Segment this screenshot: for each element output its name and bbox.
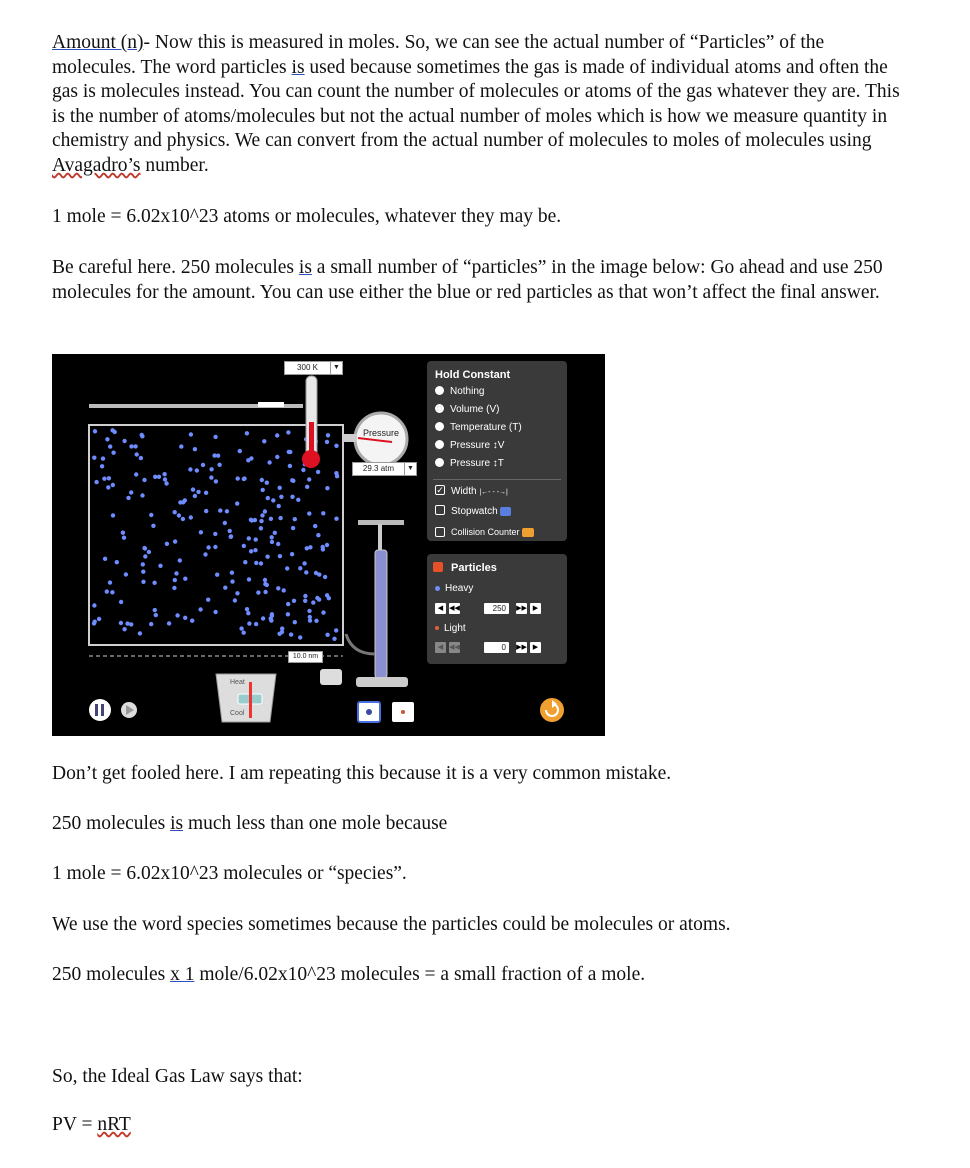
heavy-particle <box>172 586 176 590</box>
heavy-particle <box>334 628 338 632</box>
ideal-gas-law-intro: So, the Ideal Gas Law says that: <box>52 1066 303 1087</box>
heavy-particle <box>129 622 133 626</box>
heat-label: Heat <box>230 679 245 686</box>
heavy-particle <box>325 486 329 490</box>
heavy-particle <box>325 593 329 597</box>
heavy-particle <box>261 616 265 620</box>
heavy-particle <box>228 529 232 533</box>
heavy-particle <box>175 613 179 617</box>
heavy-particle <box>229 534 233 538</box>
heavy-particle <box>147 550 151 554</box>
heavy-particle <box>162 472 166 476</box>
heavy-particle <box>113 430 117 434</box>
heavy-particle <box>199 530 203 534</box>
heavy-particle <box>230 579 234 583</box>
heavy-decrease-button[interactable]: ◀◀ <box>449 605 460 612</box>
heavy-particle <box>178 558 182 562</box>
particles-title: Particles <box>451 562 497 574</box>
intro-paragraph: Amount (n)- Now this is measured in moles. So, we can see the actual number of “Particles” of the molecules. The word particles is used because sometimes the gas is made of individual atoms and often the gas is molecules instead. You can count the number of molecules or atoms of the gas whatever they are. This is the number of atoms/molecules but not the actual number of moles which is how we measure quantity in chemistry and physics. We can convert from the actual number of molecules to moles of molecules using Avagadro’s number. <box>52 32 900 176</box>
heavy-particle <box>242 631 246 635</box>
avogadro-word: Avagadro’s <box>52 154 141 176</box>
pressure-label: Pressure <box>363 428 400 438</box>
heavy-particle <box>278 554 282 558</box>
heavy-particle <box>167 621 171 625</box>
particles-panel <box>427 554 567 664</box>
heavy-particle <box>183 577 187 581</box>
heavy-particle <box>315 596 319 600</box>
heavy-particle <box>140 433 144 437</box>
light-increase-10-button[interactable]: ▶ <box>530 642 541 653</box>
heavy-particle <box>260 478 264 482</box>
heavy-particle <box>163 477 167 481</box>
heavy-particle <box>108 444 112 448</box>
heavy-particle <box>178 500 182 504</box>
heavy-particle <box>154 613 158 617</box>
heavy-particle <box>270 540 274 544</box>
heavy-particle <box>140 493 144 497</box>
heavy-particle <box>212 453 216 457</box>
heavy-particle <box>307 609 311 613</box>
heavy-particle <box>191 487 195 491</box>
heavy-particle <box>158 564 162 568</box>
mole-species-definition: 1 mole = 6.02x10^23 molecules or “species”. <box>52 863 407 884</box>
heavy-particle <box>94 480 98 484</box>
heavy-particle <box>177 513 181 517</box>
heavy-particle <box>111 513 115 517</box>
heavy-particle <box>213 532 217 536</box>
heavy-decrease-10-button[interactable]: ◀ <box>435 603 446 614</box>
heavy-particle <box>173 539 177 543</box>
heavy-particle <box>298 635 302 639</box>
heavy-particle <box>249 549 253 553</box>
heavy-particle <box>286 430 290 434</box>
heavy-particle <box>92 603 96 607</box>
heavy-particle <box>218 508 222 512</box>
light-dot-icon <box>435 626 439 630</box>
heavy-particle <box>286 602 290 606</box>
heavy-particle <box>316 470 320 474</box>
heavy-particle <box>100 464 104 468</box>
width-readout: 10.0 nm <box>288 651 323 663</box>
heavy-particle <box>245 431 249 435</box>
heavy-particle <box>141 562 145 566</box>
heavy-particle <box>92 456 96 460</box>
heavy-particle <box>135 452 139 456</box>
heavy-particle <box>254 561 258 565</box>
heavy-particle <box>293 620 297 624</box>
checkmark-icon: ✓ <box>436 485 444 496</box>
erase-button <box>320 669 342 685</box>
heavy-particle <box>247 621 251 625</box>
heavy-particle <box>126 496 130 500</box>
pump-body <box>375 550 387 678</box>
width-arrow-icon: |←- - -→| <box>479 489 508 496</box>
heavy-particle <box>105 437 109 441</box>
radio-icon <box>435 440 444 449</box>
radio-icon <box>435 386 444 395</box>
heavy-particle <box>321 511 325 515</box>
heavy-particle <box>138 631 142 635</box>
heavy-particle <box>209 467 213 471</box>
hold-pressure-v-option[interactable]: Pressure ↕V <box>435 439 504 453</box>
heavy-particle <box>277 632 281 636</box>
heavy-particle <box>325 543 329 547</box>
heavy-particle <box>141 580 145 584</box>
heavy-particle <box>314 619 318 623</box>
heavy-particle <box>334 471 338 475</box>
heavy-particle <box>139 456 143 460</box>
heavy-particle <box>111 483 115 487</box>
heavy-particle <box>196 490 200 494</box>
heavy-particle <box>316 533 320 537</box>
heavy-particle <box>269 517 273 521</box>
heavy-particle <box>223 586 227 590</box>
heavy-particle <box>142 478 146 482</box>
heavy-particle <box>105 589 109 593</box>
heavy-particle <box>308 618 312 622</box>
heavy-particle <box>298 566 302 570</box>
heavy-particle <box>254 622 258 626</box>
heavy-particle <box>115 560 119 564</box>
heavy-particle <box>263 590 267 594</box>
heavy-particle <box>271 498 275 502</box>
stopwatch-icon <box>500 507 511 516</box>
heavy-particle <box>217 463 221 467</box>
heavy-particle <box>153 608 157 612</box>
mole-definition: 1 mole = 6.02x10^23 atoms or molecules, whatever they may be. <box>52 206 562 227</box>
heavy-particle <box>290 495 294 499</box>
heavy-particle <box>323 575 327 579</box>
heavy-particle <box>195 468 199 472</box>
heavy-particle <box>206 545 210 549</box>
heavy-particle <box>122 627 126 631</box>
fooled-paragraph: Don’t get fooled here. I am repeating this because it is a very common mistake. <box>52 763 672 784</box>
heavy-particle <box>288 450 292 454</box>
heavy-particle <box>245 607 249 611</box>
pressure-unit-dropdown[interactable]: 29.3 atm ▼ <box>352 462 417 476</box>
heavy-particle <box>276 586 280 590</box>
heavy-particle <box>277 504 281 508</box>
heavy-particle <box>247 577 251 581</box>
heavy-particle <box>204 491 208 495</box>
checkbox-icon <box>435 527 445 537</box>
heavy-particle <box>263 509 267 513</box>
heavy-particle <box>181 517 185 521</box>
heavy-particle <box>106 485 110 489</box>
heavy-particle <box>110 590 114 594</box>
heavy-particle <box>259 526 263 530</box>
heavy-particle <box>236 476 240 480</box>
heavy-particle <box>129 444 133 448</box>
heavy-particle <box>314 571 318 575</box>
heavy-particle <box>262 439 266 443</box>
hold-temperature-option[interactable]: Temperature (T) <box>435 421 522 435</box>
heavy-particle <box>321 547 325 551</box>
heavy-particle <box>173 578 177 582</box>
light-count: 0 <box>484 642 509 653</box>
heavy-particle <box>101 456 105 460</box>
heavy-particle <box>189 432 193 436</box>
heavy-particle <box>275 455 279 459</box>
heavy-particle <box>242 544 246 548</box>
heavy-increase-10-button[interactable]: ▶ <box>530 603 541 614</box>
heavy-particle <box>124 572 128 576</box>
collision-counter-checkbox[interactable]: Collision Counter <box>435 525 534 539</box>
heavy-particle <box>278 516 282 520</box>
heavy-particle <box>289 632 293 636</box>
heavy-particle <box>254 537 258 541</box>
heavy-particle <box>288 464 292 468</box>
heavy-particle <box>249 518 253 522</box>
heavy-particle <box>304 570 308 574</box>
width-checkbox[interactable]: ✓ Width |←- - -→| <box>436 485 508 497</box>
heavy-particle <box>233 598 237 602</box>
heavy-particle <box>235 591 239 595</box>
heavy-particle <box>269 618 273 622</box>
heavy-particle <box>133 444 137 448</box>
hold-pressure-t-option[interactable]: Pressure ↕T <box>435 457 504 471</box>
heavy-particle <box>305 485 309 489</box>
heavy-particle <box>93 429 97 433</box>
heavy-particle <box>151 524 155 528</box>
heavy-particle <box>301 468 305 472</box>
heavy-particle <box>213 610 217 614</box>
heavy-particle <box>290 478 294 482</box>
thermometer-unit-dropdown[interactable]: 300 K ▼ <box>284 361 343 375</box>
heavy-particle <box>325 633 329 637</box>
heavy-particle <box>285 566 289 570</box>
light-decrease-button[interactable]: ◀◀ <box>449 644 460 651</box>
heavy-particle <box>261 488 265 492</box>
heavy-particle <box>152 581 156 585</box>
heavy-particle <box>213 545 217 549</box>
heavy-dot-icon <box>435 586 440 591</box>
heavy-particle <box>141 570 145 574</box>
heavy-particle <box>179 444 183 448</box>
heavy-particle <box>296 498 300 502</box>
heavy-particle <box>108 580 112 584</box>
heavy-particle <box>213 435 217 439</box>
heavy-particle <box>253 548 257 552</box>
heavy-particle <box>215 573 219 577</box>
heavy-particle <box>267 460 271 464</box>
heavy-particle <box>307 511 311 515</box>
heavy-particle <box>273 531 277 535</box>
heavy-particle <box>243 560 247 564</box>
heavy-particle <box>103 557 107 561</box>
heavy-particle <box>321 610 325 614</box>
heavy-particle <box>249 456 253 460</box>
heavy-particle <box>259 519 263 523</box>
heavy-particle <box>291 526 295 530</box>
heavy-particle <box>206 598 210 602</box>
calculation-paragraph: 250 molecules x 1 mole/6.02x10^23 molecules = a small fraction of a mole. <box>52 964 646 985</box>
ideal-gas-equation: PV = nRT <box>52 1114 131 1135</box>
heavy-particle <box>111 451 115 455</box>
heavy-particle <box>265 481 269 485</box>
heavy-particle <box>164 481 168 485</box>
light-decrease-10-button[interactable]: ◀ <box>435 642 446 653</box>
heavy-count: 250 <box>484 603 509 614</box>
gas-properties-simulation <box>52 354 605 736</box>
stopwatch-checkbox[interactable]: Stopwatch <box>435 505 511 519</box>
amount-term: Amount (n) <box>52 32 144 53</box>
less-than-mole-paragraph: 250 molecules is much less than one mole because <box>52 813 448 834</box>
heavy-particle <box>149 513 153 517</box>
heavy-particle <box>225 509 229 513</box>
heavy-particle <box>149 622 153 626</box>
heavy-label-row: Heavy <box>435 582 473 596</box>
heavy-particle <box>266 496 270 500</box>
heavy-particle <box>307 477 311 481</box>
heavy-particle <box>174 571 178 575</box>
collapse-icon[interactable] <box>433 562 443 572</box>
heavy-particle <box>107 476 111 480</box>
heavy-particle <box>282 588 286 592</box>
heavy-particle <box>122 536 126 540</box>
hold-nothing-option[interactable]: Nothing <box>435 385 484 399</box>
heavy-particle <box>230 571 234 575</box>
heavy-particle <box>260 513 264 517</box>
heavy-particle <box>326 433 330 437</box>
hold-constant-panel <box>427 361 567 541</box>
heavy-particle <box>153 475 157 479</box>
heavy-particle <box>286 612 290 616</box>
heavy-particle <box>263 582 267 586</box>
heavy-particle <box>275 433 279 437</box>
heavy-particle <box>242 476 246 480</box>
heavy-particle <box>334 517 338 521</box>
heavy-particle <box>270 614 274 618</box>
hold-constant-title: Hold Constant <box>435 369 511 381</box>
light-label-row: Light <box>435 622 466 636</box>
radio-icon <box>435 458 444 467</box>
collision-counter-icon <box>522 528 534 537</box>
heavy-particle <box>193 494 197 498</box>
heavy-particle <box>293 517 297 521</box>
species-paragraph: We use the word species sometimes because the particles could be molecules or atoms. <box>52 914 731 935</box>
heavy-particle <box>263 578 267 582</box>
heavy-particle <box>122 439 126 443</box>
heavy-particle <box>270 535 274 539</box>
careful-paragraph: Be careful here. 250 molecules is a small number of “particles” in the image below: Go ahead and use 250 molecules for the amount. You can use either the blue or red particles as that won’t affect the final answer. <box>52 257 883 303</box>
heavy-particle <box>190 619 194 623</box>
heavy-particle <box>173 510 177 514</box>
heavy-particle <box>247 536 251 540</box>
radio-selected-icon <box>435 404 444 413</box>
heavy-particle <box>183 616 187 620</box>
heavy-particle <box>278 486 282 490</box>
heavy-particle <box>313 524 317 528</box>
heavy-particle <box>193 447 197 451</box>
light-increase-button[interactable]: ▶▶ <box>516 644 527 651</box>
heavy-particle <box>292 599 296 603</box>
heavy-particle <box>303 599 307 603</box>
heavy-particle <box>279 495 283 499</box>
heavy-particle <box>204 509 208 513</box>
heavy-particle <box>303 594 307 598</box>
heavy-particle <box>265 555 269 559</box>
heavy-particle <box>143 554 147 558</box>
heavy-particle <box>238 449 242 453</box>
heavy-particle <box>332 637 336 641</box>
heavy-particle <box>203 552 207 556</box>
heavy-particle <box>209 475 213 479</box>
heavy-particle <box>305 546 309 550</box>
heavy-particle <box>256 590 260 594</box>
heavy-particle <box>134 472 138 476</box>
heavy-particle <box>302 561 306 565</box>
checkbox-icon <box>435 505 445 515</box>
heavy-particle <box>121 531 125 535</box>
heavy-particle <box>93 620 97 624</box>
heavy-particle <box>290 552 294 556</box>
heavy-particle <box>311 600 315 604</box>
heavy-particle <box>325 440 329 444</box>
heavy-particle <box>119 621 123 625</box>
heavy-particle <box>129 490 133 494</box>
heavy-particle <box>165 542 169 546</box>
heavy-particle <box>235 501 239 505</box>
heavy-particle <box>223 521 227 525</box>
heavy-particle <box>239 626 243 630</box>
heavy-particle <box>334 444 338 448</box>
heavy-particle <box>142 546 146 550</box>
heavy-particle <box>214 479 218 483</box>
pause-button <box>89 699 111 721</box>
heavy-particle <box>276 542 280 546</box>
heavy-particle <box>259 561 263 565</box>
heavy-particle <box>246 611 250 615</box>
heavy-increase-button[interactable]: ▶▶ <box>516 605 527 612</box>
heavy-particle <box>201 463 205 467</box>
heavy-particle <box>188 467 192 471</box>
radio-icon <box>435 422 444 431</box>
heavy-particle <box>198 607 202 611</box>
hold-volume-option[interactable]: Volume (V) <box>435 403 499 417</box>
cool-label: Cool <box>230 710 245 717</box>
heavy-particle <box>102 477 106 481</box>
heavy-particle <box>189 515 193 519</box>
heavy-particle <box>157 475 161 479</box>
heavy-particle <box>119 600 123 604</box>
heavy-particle <box>97 617 101 621</box>
